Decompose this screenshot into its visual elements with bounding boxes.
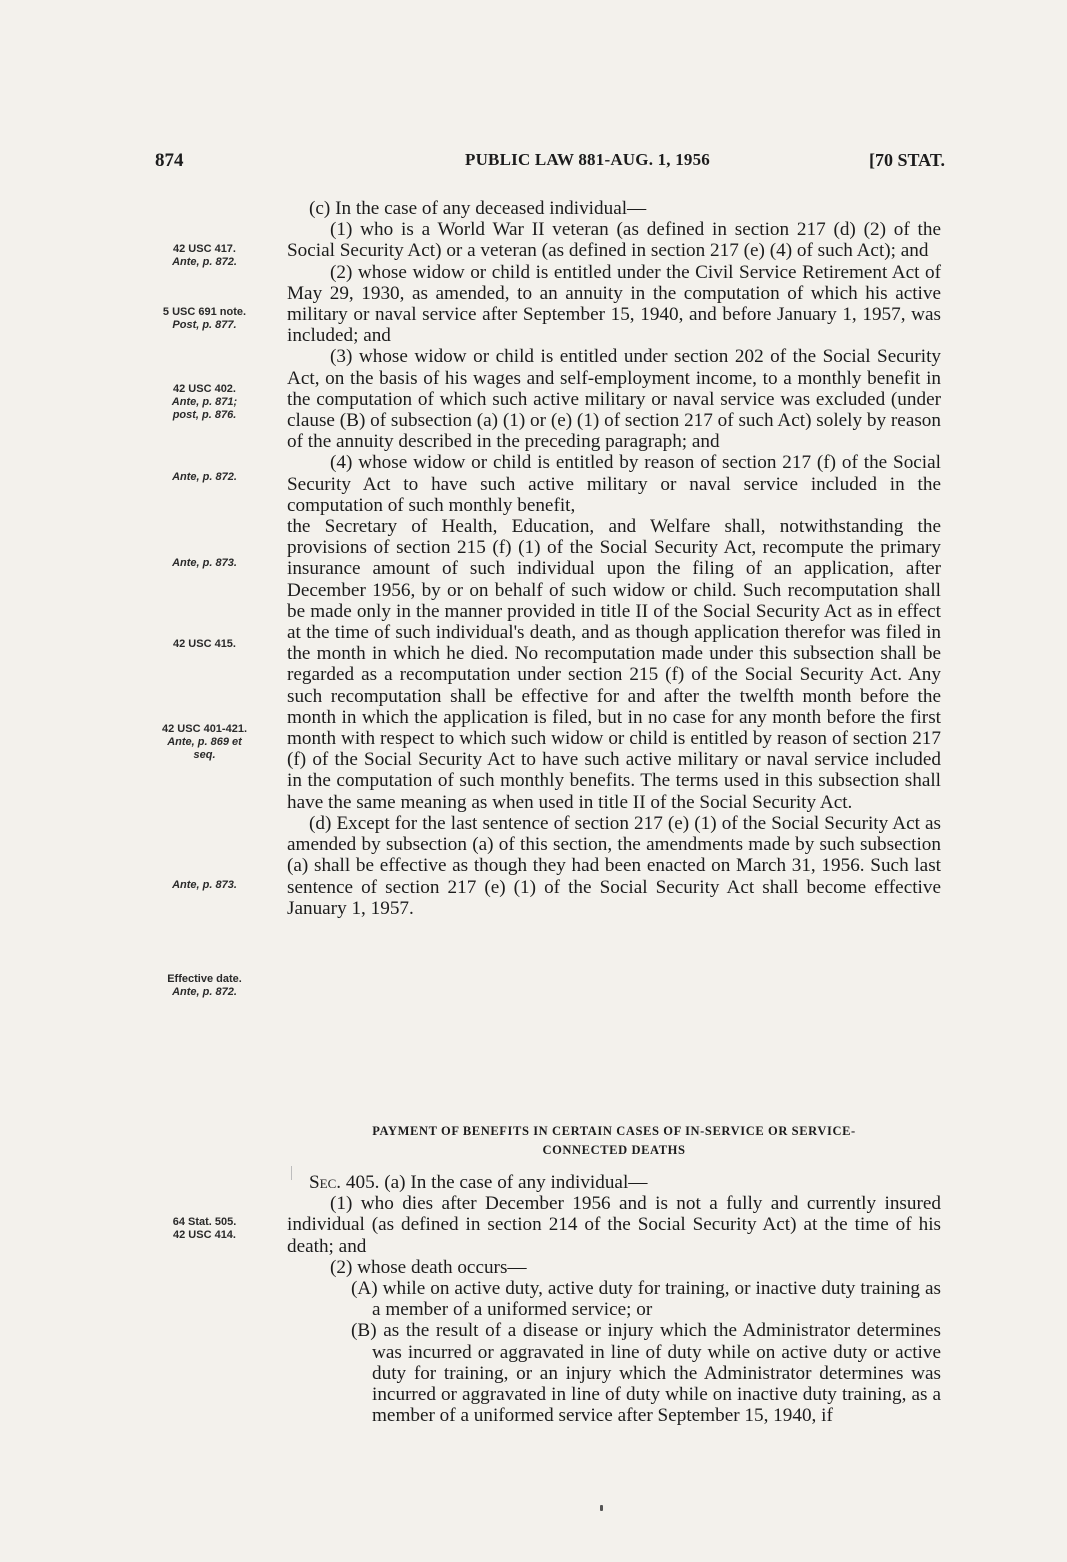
section-heading — [287, 1122, 941, 1160]
margin-note-line: post, p. 876. — [172, 409, 237, 421]
page-number: 874 — [155, 150, 184, 171]
paragraph-405-intro — [287, 1172, 941, 1193]
paragraph-c-3: (3) whose widow or child is entitled under section 202 of the Social Security Act, on the basis of his wages and self-employment income, to a monthly benefit in the computation of which such active military or naval service was excluded (under clause (B) of subsection (a) (1) or (e) (1) of section 217 of such Act) solely by reason of the annuity described in the preceding paragraph; and — [287, 346, 941, 453]
section-405-intro-text: 405. (a) In the case of any individual— — [341, 1172, 648, 1193]
paragraph-405-2: (2) whose death occurs— — [330, 1256, 527, 1278]
margin-note-line: Ante, p. 873. — [172, 879, 237, 891]
margin-note-line: seq. — [193, 749, 216, 761]
margin-note — [132, 557, 277, 570]
paragraph-405-1: (1) who dies after December 1956 and is not a fully and currently insured individual (as defined in section 214 of the Social Security Act) at the time of his death; and — [287, 1193, 941, 1257]
margin-note-line: 42 USC 402. — [173, 383, 236, 395]
margin-note — [132, 243, 277, 269]
margin-note-line: Ante, p. 872. — [172, 986, 237, 998]
margin-note-line: 42 USC 417. — [173, 243, 236, 255]
page-header — [155, 150, 945, 172]
margin-note-line: 42 USC 414. — [173, 1229, 236, 1241]
print-speck — [600, 1505, 603, 1511]
paragraph-405-A: (A) while on active duty, active duty for training, or inactive duty training as a member of a uniformed service; or — [351, 1278, 941, 1321]
margin-note-line: 42 USC 401-421. — [162, 723, 247, 735]
margin-note-line: 42 USC 415. — [173, 638, 236, 650]
section-label: Sec. — [309, 1172, 342, 1193]
section-heading-line: PAYMENT OF BENEFITS IN CERTAIN CASES OF IN-SERVICE OR SERVICE- — [372, 1124, 856, 1138]
margin-note-line: Ante, p. 869 et — [167, 736, 242, 748]
margin-note-line: Ante, p. 873. — [172, 557, 237, 569]
paragraph-c-intro: (c) In the case of any deceased individual— — [309, 198, 647, 219]
margin-note — [132, 306, 277, 332]
margin-note — [132, 471, 277, 484]
margin-note-line: Ante, p. 871; — [171, 396, 238, 408]
paragraph-405-B: (B) as the result of a disease or injury which the Administrator determines was incurred or aggravated in line of duty while on active duty or active duty for training, or an injury which the Administrator determines was incurred or aggravated in line of duty while on inactive duty training, as a member of a uniformed service after September 15, 1940, if — [351, 1320, 941, 1427]
margin-note — [132, 638, 277, 651]
margin-note-line: Post, p. 877. — [172, 319, 237, 331]
paragraph-c-2: (2) whose widow or child is entitled under the Civil Service Retirement Act of May 29, 1930, as amended, to an annuity in the computation of which his active military or naval service after September 15, 1940, and before January 1, 1957, was included; and — [287, 261, 941, 347]
section-405-body — [287, 1172, 941, 1426]
margin-note — [132, 383, 277, 422]
paragraph-c-4: (4) whose widow or child is entitled by reason of section 217 (f) of the Social Security Act to have such active military or naval service included in the computation of such monthly benefit, — [287, 452, 941, 516]
section-body — [287, 198, 941, 919]
margin-note — [132, 723, 277, 762]
margin-note-line: Ante, p. 872. — [172, 471, 237, 483]
margin-note-line: Ante, p. 872. — [172, 256, 237, 268]
margin-note — [132, 1216, 277, 1242]
margin-note-line: 64 Stat. 505. — [172, 1216, 237, 1228]
margin-note — [132, 879, 277, 892]
volume-reference: [70 STAT. — [868, 150, 945, 170]
section-heading-line: CONNECTED DEATHS — [542, 1143, 686, 1157]
margin-note-line: 5 USC 691 note. — [162, 306, 247, 318]
paragraph-d: (d) Except for the last sentence of section 217 (e) (1) of the Social Security Act as amended by subsection (a) of this section, the amendments made by such subsection (a) shall be effective as though they had been enacted on March 31, 1956. Such last sentence of section 217 (e) (1) of the Social Security Act shall become effective January 1, 1957. — [287, 812, 941, 919]
paragraph-c-1: (1) who is a World War II veteran (as defined in section 217 (d) (2) of the Social Security Act) or a veteran (as defined in section 217 (e) (4) of such Act); and — [287, 219, 941, 262]
margin-note-line: Effective date. — [167, 973, 242, 985]
margin-note — [132, 973, 277, 999]
running-title: PUBLIC LAW 881-AUG. 1, 1956 — [465, 150, 710, 169]
paragraph-c-conclusion: the Secretary of Health, Education, and Welfare shall, notwithstanding the provisions of section 215 (f) (1) of the Social Security Act, recompute the primary insurance amount of such individual upon the filing of an application, after December 1956, by or on behalf of such widow or child. Such recomputation shall be made only in the manner provided in title II of the Social Security Act as in effect at the time of such individual's death, and as though application therefor was filed in the month in which he died. No recomputation made under this subsection shall be regarded as a recomputation under section 215 (f) of the Social Security Act. Any such recomputation shall be effective for and after the twelfth month before the month in which the application is filed, but in no case for any month before the first month with respect to which such widow or child is entitled by reason of section 217 (f) of the Social Security Act to have such active military or naval service included in the computation of such monthly benefits. The terms used in this subsection shall have the same meaning as when used in title II of the Social Security Act. — [287, 516, 941, 813]
